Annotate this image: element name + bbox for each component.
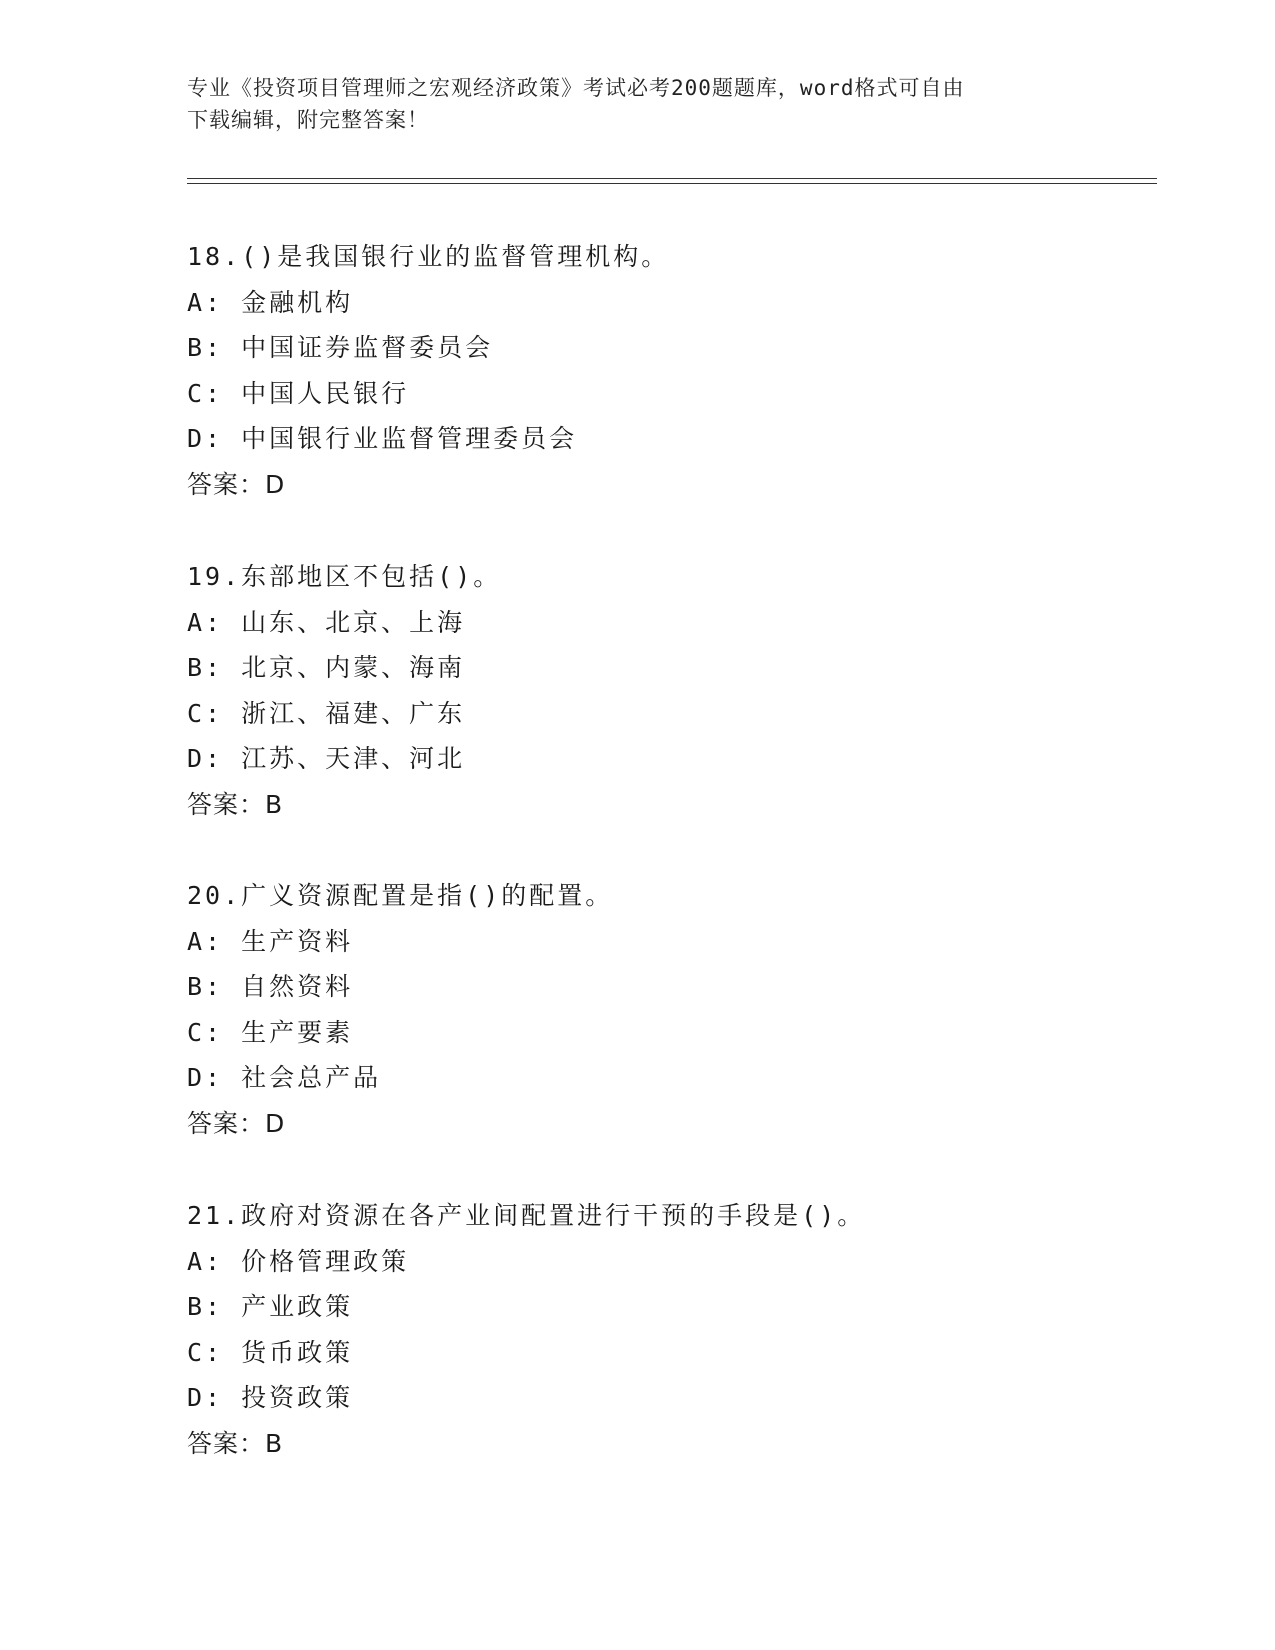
option-b: B: 中国证券监督委员会 [187,333,494,362]
header-line-2: 下载编辑，附完整答案！ [187,108,429,132]
option-b: B: 自然资料 [187,972,354,1001]
option-a: A: 生产资料 [187,926,354,956]
answer-label: 答案：B [187,1428,284,1458]
option-c: C: 生产要素 [187,1017,354,1047]
question-20 [187,873,1137,1146]
option-d: D: 投资政策 [187,1383,354,1412]
header-divider-bottom [187,183,1157,184]
option-a: A: 山东、北京、上海 [187,607,466,637]
question-21 [187,1193,1137,1466]
option-a: A: 价格管理政策 [187,1246,410,1276]
option-d: D: 中国银行业监督管理委员会 [187,424,578,453]
question-stem: 21.政府对资源在各产业间配置进行干预的手段是()。 [187,1201,866,1230]
option-d: D: 社会总产品 [187,1063,382,1092]
question-19 [187,554,1137,827]
header-divider-top [187,178,1157,179]
option-b: B: 北京、内蒙、海南 [187,653,466,682]
option-c: C: 货币政策 [187,1337,354,1367]
option-c: C: 中国人民银行 [187,378,410,408]
option-c: C: 浙江、福建、广东 [187,698,466,728]
answer-label: 答案：D [187,1108,286,1138]
question-stem: 20.广义资源配置是指()的配置。 [187,881,614,910]
document-header [187,72,1067,136]
answer-label: 答案：D [187,469,286,499]
question-18 [187,234,1137,507]
answer-label: 答案：B [187,789,284,819]
option-a: A: 金融机构 [187,287,354,317]
header-line-1: 专业《投资项目管理师之宏观经济政策》考试必考200题题库，word格式可自由 [187,76,965,100]
question-stem: 18.()是我国银行业的监督管理机构。 [187,242,670,271]
option-d: D: 江苏、天津、河北 [187,744,466,773]
question-stem: 19.东部地区不包括()。 [187,562,502,591]
option-b: B: 产业政策 [187,1292,354,1321]
